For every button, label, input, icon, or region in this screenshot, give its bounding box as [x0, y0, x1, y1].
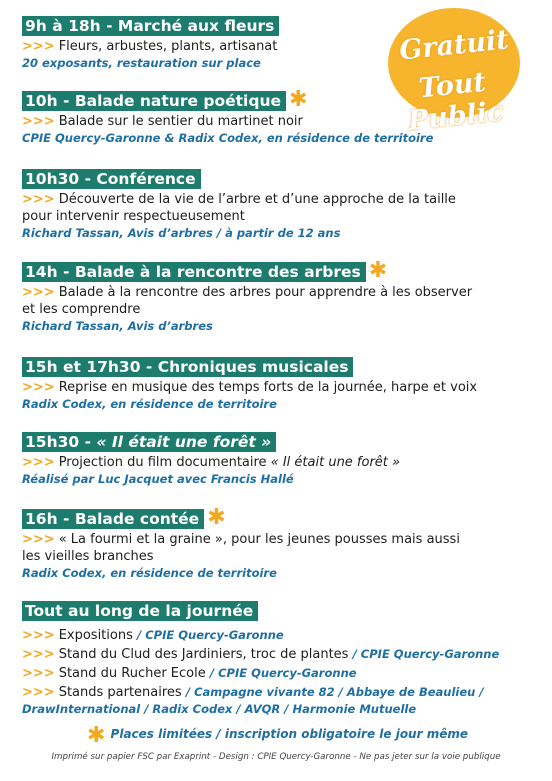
event-storytelling — [22, 505, 534, 581]
event-title: 10h30 - Conférence — [22, 169, 201, 189]
event-description: >>> Projection du film documentaire « Il était une forêt » — [22, 455, 401, 470]
event-title: 15h30 - « Il était une forêt » — [22, 432, 276, 452]
event-organizer: 20 exposants, restauration sur place — [22, 56, 261, 70]
registration-notice — [0, 723, 552, 748]
event-film — [22, 432, 534, 487]
arrow-icon: >>> — [22, 685, 55, 700]
event-description: >>> Découverte de la vie de l’arbre et d’une approche de la taille pour intervenir respectueusement — [22, 192, 456, 224]
arrow-icon: >>> — [22, 39, 55, 54]
event-organizer: Richard Tassan, Avis d’arbres — [22, 319, 213, 333]
event-organizer: CPIE Quercy-Garonne & Radix Codex, en résidence de territoire — [22, 131, 434, 145]
event-title: 10h - Balade nature poétique — [22, 91, 286, 111]
event-music — [22, 357, 534, 412]
event-title: 16h - Balade contée — [22, 509, 204, 529]
arrow-icon: >>> — [22, 647, 55, 662]
asterisk-icon: ✱ — [207, 505, 226, 530]
allday-item: >>> Stands partenaires / Campagne vivante 82 / Abbaye de Beaulieu / DrawInternational / Radix Codex / AVQR / Harmonie Mutuelle — [22, 685, 484, 716]
notice-text: Places limitées / inscription obligatoire le jour même — [110, 727, 468, 741]
event-organizer: Radix Codex, en résidence de territoire — [22, 566, 277, 580]
arrow-icon: >>> — [22, 285, 55, 300]
print-footer: Imprimé sur papier FSC par Exaprint - Design : CPIE Quercy-Garonne - Ne pas jeter sur la voie publique — [51, 752, 501, 762]
badge-line-2: Tout Public — [406, 66, 505, 137]
event-title: 9h à 18h - Marché aux fleurs — [22, 16, 279, 36]
asterisk-icon: ✱ — [87, 723, 106, 748]
event-title: 15h et 17h30 - Chroniques musicales — [22, 357, 353, 377]
event-description: >>> « La fourmi et la graine », pour les jeunes pousses mais aussi les vieilles branches — [22, 532, 460, 564]
asterisk-icon: ✱ — [289, 87, 308, 112]
arrow-icon: >>> — [22, 666, 55, 681]
allday-section — [22, 601, 534, 718]
event-organizer: Radix Codex, en résidence de territoire — [22, 397, 277, 411]
asterisk-icon: ✱ — [368, 258, 388, 283]
event-market — [22, 16, 534, 71]
allday-item: >>> Stand du Clud des Jardiniers, troc de plantes / CPIE Quercy-Garonne — [22, 647, 500, 662]
badge-line-1: Gratuit — [397, 24, 511, 67]
allday-item: >>> Expositions / CPIE Quercy-Garonne — [22, 628, 284, 643]
event-description: >>> Reprise en musique des temps forts de la journée, harpe et voix — [22, 380, 478, 395]
event-nature-walk — [22, 87, 534, 146]
event-organizer: Richard Tassan, Avis d’arbres / à partir de 12 ans — [22, 226, 341, 240]
event-description: >>> Balade sur le sentier du martinet noir — [22, 114, 303, 129]
allday-title: Tout au long de la journée — [22, 601, 258, 621]
event-description: >>> Fleurs, arbustes, plants, artisanat — [22, 39, 278, 54]
event-conference — [22, 169, 534, 241]
event-organizer: Réalisé par Luc Jacquet avec Francis Hallé — [22, 472, 294, 486]
arrow-icon: >>> — [22, 532, 55, 547]
arrow-icon: >>> — [22, 192, 55, 207]
event-title: 14h - Balade à la rencontre des arbres — [22, 262, 366, 282]
arrow-icon: >>> — [22, 628, 55, 643]
event-description: >>> Balade à la rencontre des arbres pour apprendre à les observer et les comprendre — [22, 285, 473, 317]
arrow-icon: >>> — [22, 455, 55, 470]
arrow-icon: >>> — [22, 114, 55, 129]
allday-item: >>> Stand du Rucher Ecole / CPIE Quercy-Garonne — [22, 666, 357, 681]
arrow-icon: >>> — [22, 380, 55, 395]
event-trees-walk — [22, 258, 534, 334]
